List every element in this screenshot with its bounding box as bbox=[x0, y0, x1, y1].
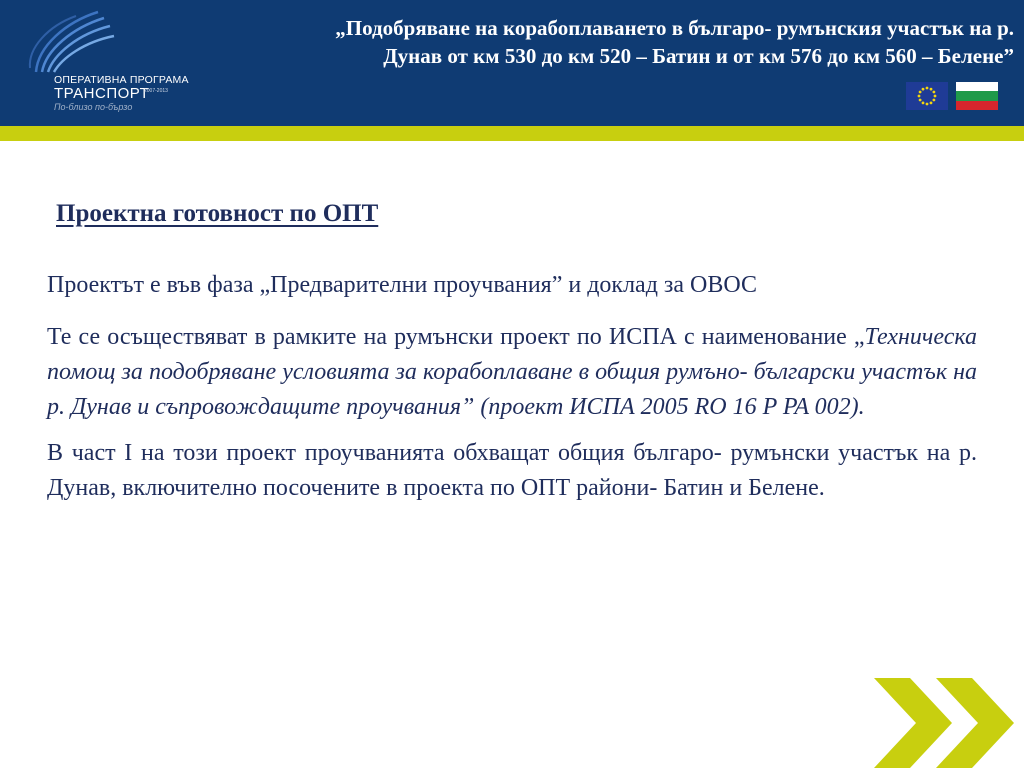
paragraph-3: В част I на този проект проучванията обхващат общия българо- румънски участък на р. Дунав, включително посочените в проекта по ОПТ райони- Батин и Белене. bbox=[47, 440, 977, 501]
project-title bbox=[174, 14, 1014, 70]
logo-line1: ОПЕРАТИВНА ПРОГРАМА bbox=[54, 74, 189, 86]
accent-bar bbox=[0, 126, 1024, 141]
wave-logo-icon bbox=[18, 8, 128, 78]
paragraph-2 bbox=[47, 320, 977, 425]
paragraph-2-lead: Те се осъществяват в рамките на румънски проект по ИСПА с наименование „ bbox=[47, 324, 865, 350]
section-heading: Проектна готовност по ОПТ bbox=[56, 200, 379, 227]
header-band bbox=[0, 0, 1024, 126]
project-title-line1: „Подобряване на корабоплаването в българо- румънския участък на р. bbox=[335, 16, 1014, 40]
op-transport-logo bbox=[18, 8, 188, 118]
section-content bbox=[47, 268, 977, 517]
double-chevron-icon bbox=[874, 678, 1024, 768]
flags bbox=[906, 82, 998, 110]
logo-line2: ТРАНСПОРТ bbox=[54, 85, 150, 102]
bulgaria-flag-icon bbox=[956, 82, 998, 110]
logo-years: 2007-2013 bbox=[144, 88, 168, 94]
project-title-line2: Дунав от км 530 до км 520 – Батин и от км 576 до км 560 – Белене” bbox=[383, 44, 1014, 68]
paragraph-2-italic: Техническа помощ за подобряване условията за корабоплаване в общия румъно- български участък на р. Дунав и съпровождащите проучвания” (проект ИСПА 2005 RO 16 P PA 002). bbox=[47, 324, 977, 420]
logo-slogan: По-близо по-бързо bbox=[54, 102, 133, 112]
eu-flag-icon bbox=[906, 82, 948, 110]
paragraph-1: Проектът е във фаза „Предварителни проучвания” и доклад за ОВОС bbox=[47, 272, 758, 298]
